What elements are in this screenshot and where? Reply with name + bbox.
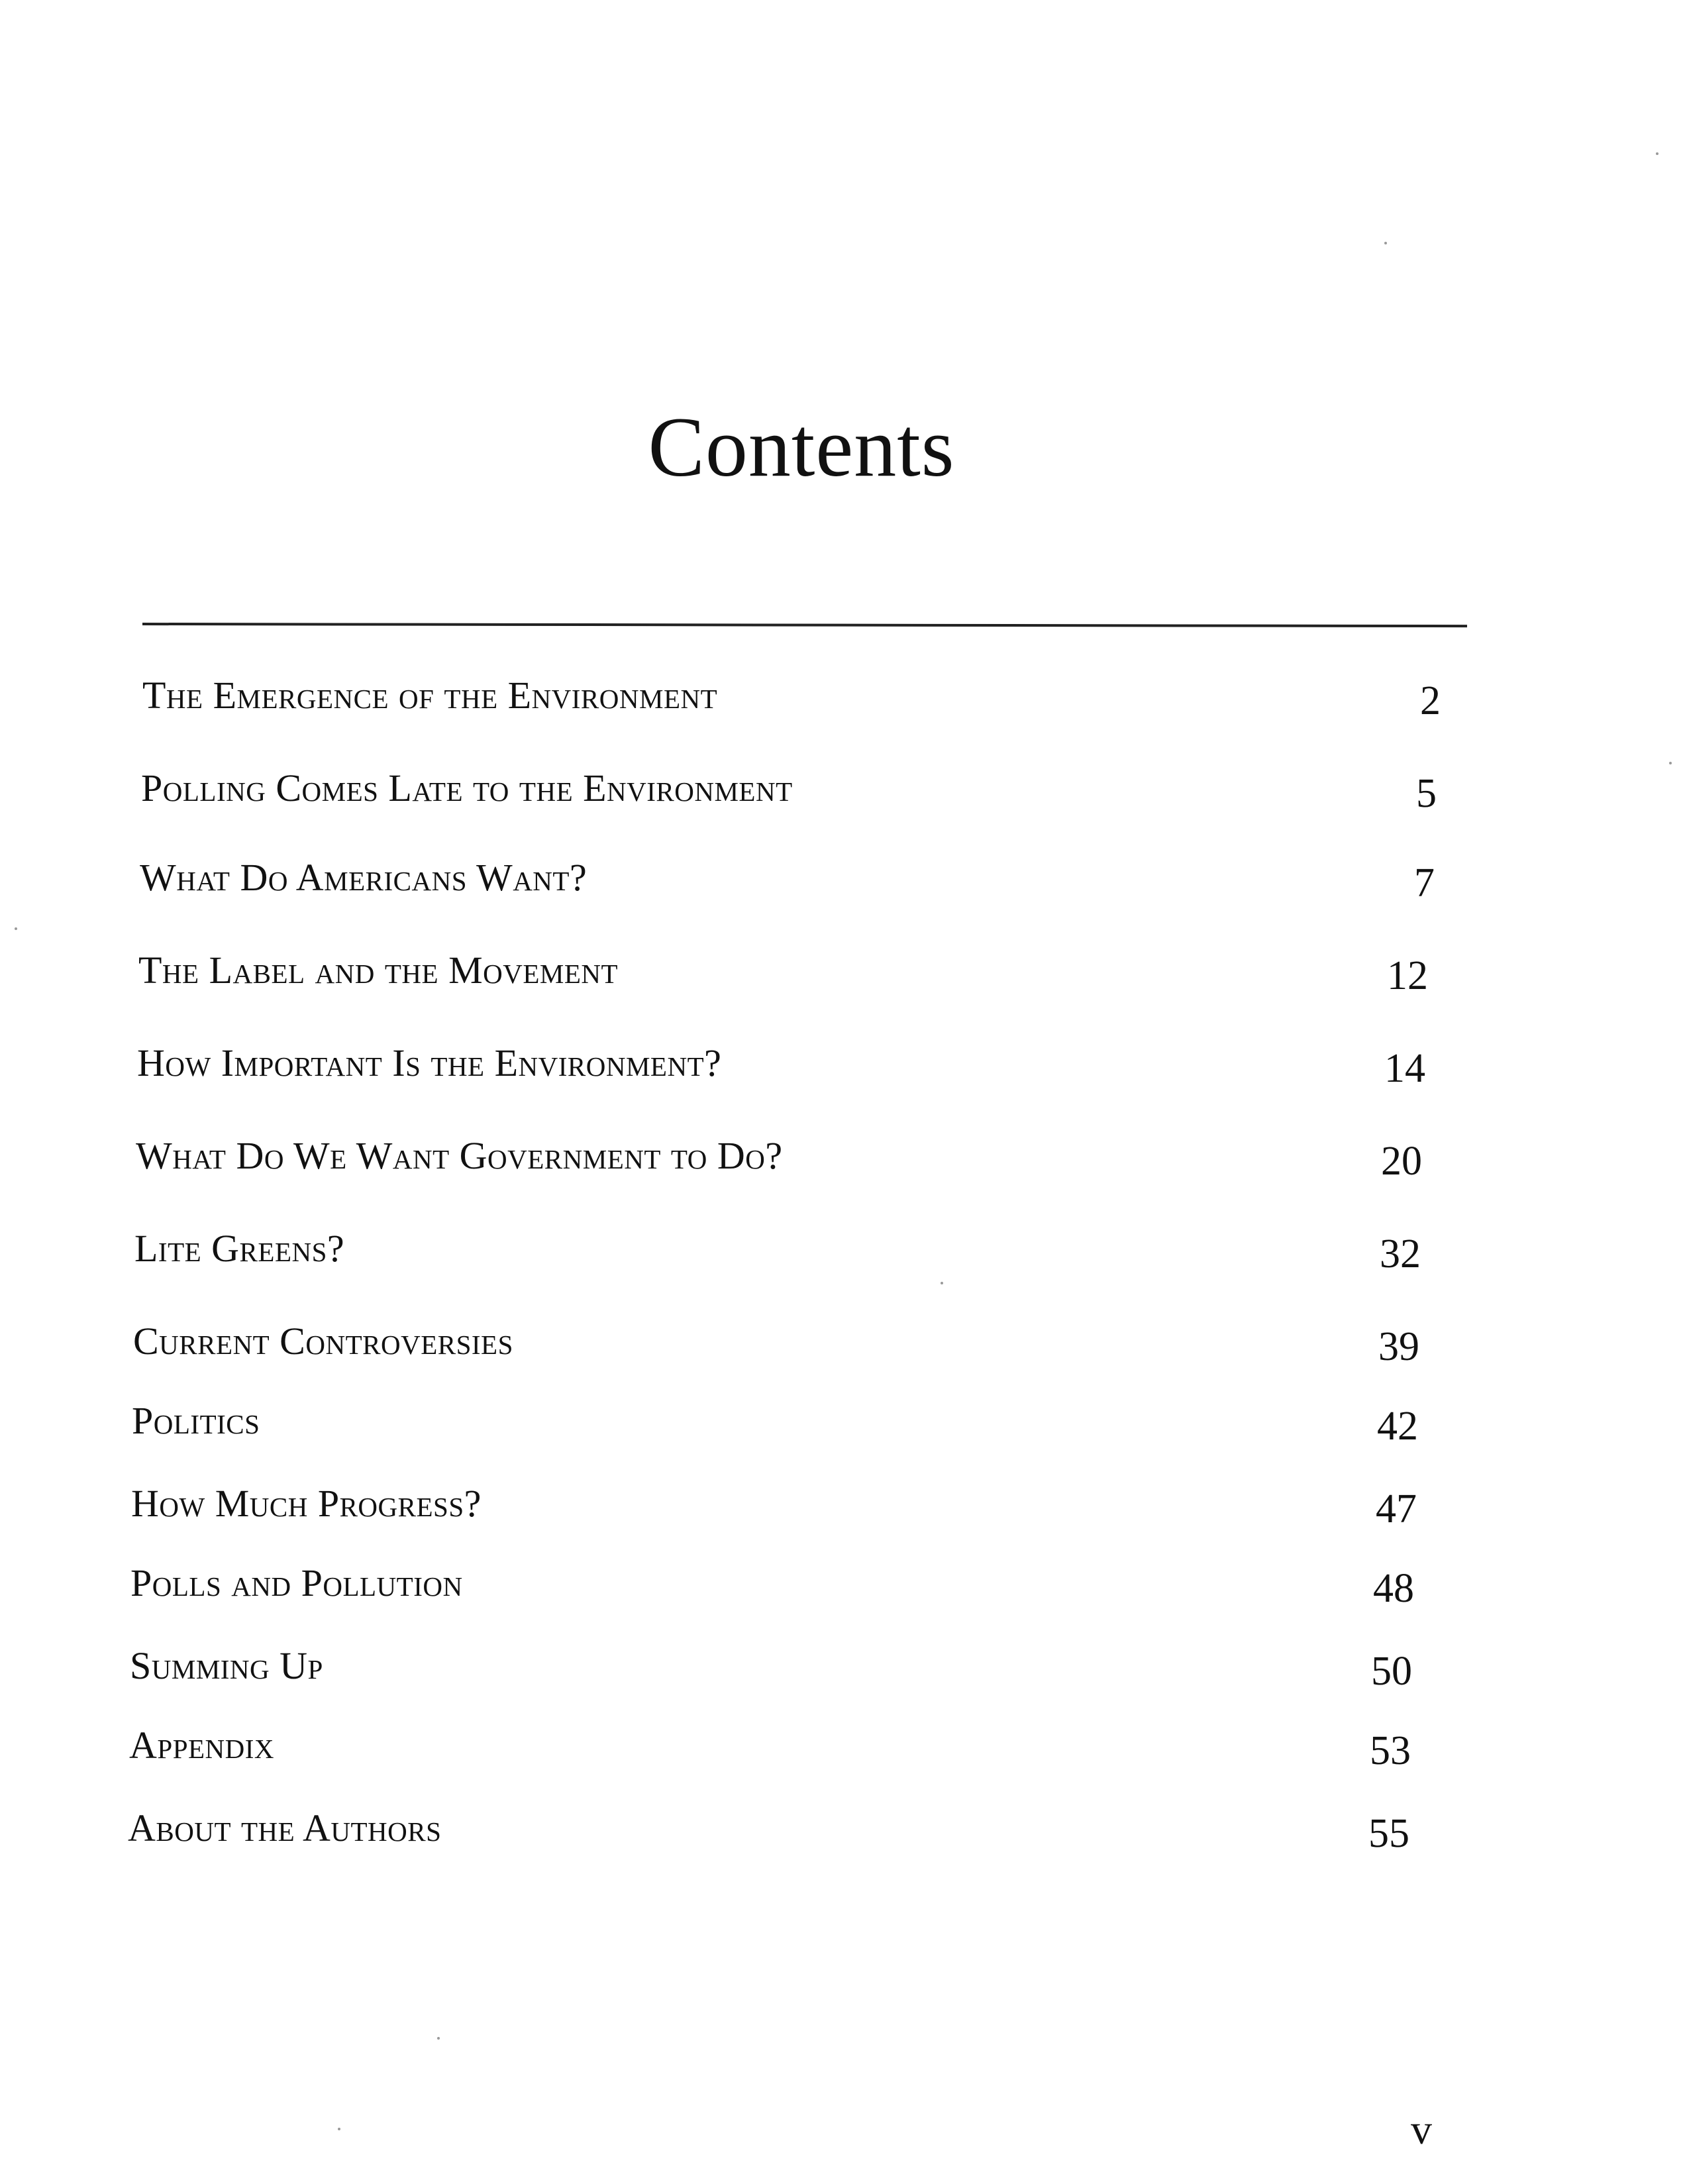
toc-entry-page: 53	[1370, 1728, 1411, 1773]
scan-speck	[1384, 242, 1387, 244]
scan-speck	[338, 2128, 340, 2130]
page-title: Contents	[648, 400, 955, 494]
toc-entry-page: 2	[1420, 678, 1441, 723]
toc-entry-page: 42	[1377, 1404, 1418, 1449]
toc-entry-page: 47	[1376, 1486, 1417, 1532]
toc-entry-title: Summing Up	[130, 1644, 323, 1687]
toc-entry-page: 39	[1378, 1324, 1419, 1369]
toc-entry-title: Polls and Pollution	[130, 1561, 463, 1604]
page-number: v	[1411, 2106, 1432, 2153]
toc-entry-page: 7	[1414, 860, 1435, 906]
scan-speck	[1669, 762, 1672, 764]
toc-entry-title: Lite Greens?	[134, 1227, 345, 1270]
scan-speck	[15, 927, 17, 930]
scan-speck	[1656, 152, 1659, 155]
toc-entry-page: 55	[1368, 1811, 1409, 1856]
toc-entry-page: 12	[1387, 953, 1428, 998]
toc-entry-title: The Emergence of the Environment	[142, 674, 718, 717]
toc-entry-title: How Much Progress?	[131, 1482, 482, 1525]
scan-speck	[437, 2037, 440, 2040]
toc-entry-title: What Do We Want Government to Do?	[136, 1134, 783, 1177]
toc-entry-title: The Label and the Movement	[138, 949, 619, 992]
toc-entry-page: 50	[1371, 1649, 1412, 1694]
toc-entry-title: About the Authors	[128, 1806, 442, 1849]
toc-entry-title: Politics	[132, 1399, 260, 1442]
scan-speck	[941, 1282, 943, 1284]
toc-entry-page: 5	[1416, 771, 1437, 816]
toc-entry-title: Current Controversies	[133, 1320, 513, 1363]
toc-entry-title: What Do Americans Want?	[140, 856, 587, 899]
toc-entry-page: 14	[1384, 1046, 1425, 1091]
toc-entry-title: How Important Is the Environment?	[137, 1041, 722, 1084]
toc-entry-title: Polling Comes Late to the Environment	[141, 766, 793, 809]
toc-entry-page: 32	[1380, 1231, 1421, 1276]
toc-entry-title: Appendix	[129, 1724, 275, 1767]
toc-entry-page: 48	[1373, 1566, 1414, 1611]
toc-entry-page: 20	[1381, 1139, 1422, 1184]
